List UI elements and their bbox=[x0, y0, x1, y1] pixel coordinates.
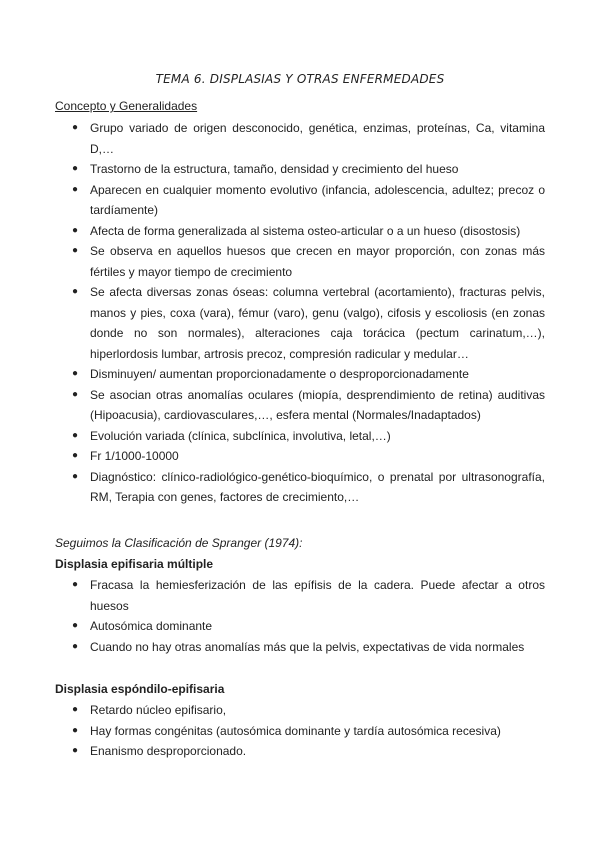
list-item: ● Fr 1/1000-10000 bbox=[55, 446, 545, 467]
bullet-icon: ● bbox=[72, 620, 79, 631]
list-item: ● Evolución variada (clínica, subclínica, involutiva, letal,…) bbox=[55, 426, 545, 447]
bullet-icon: ● bbox=[72, 183, 79, 195]
list-item: ● Diagnóstico: clínico-radiológico-genético-bioquímico, o prenatal por ultrasonografía, RM, Terapia con genes, factores de crecimiento,… bbox=[55, 467, 545, 508]
bullet-icon: ● bbox=[72, 245, 79, 256]
bullet-icon: ● bbox=[72, 745, 79, 756]
list-item: ● Autosómica dominante bbox=[55, 616, 545, 637]
list-item: ● Cuando no hay otras anomalías más que la pelvis, expectativas de vida normales bbox=[55, 637, 545, 658]
bullet-icon: ● bbox=[72, 724, 79, 736]
list-item: ● Afecta de forma generalizada al sistema osteo-articular o a un hueso (disostosis) bbox=[55, 221, 545, 242]
bullet-icon: ● bbox=[72, 470, 79, 482]
page-title: TEMA 6. DISPLASIAS Y OTRAS ENFERMEDADES bbox=[155, 72, 445, 86]
bullet-icon: ● bbox=[72, 450, 79, 461]
list-item: ● Retardo núcleo epifisario, bbox=[55, 700, 545, 721]
bullet-icon: ● bbox=[72, 286, 79, 297]
concepto-list bbox=[55, 118, 545, 508]
section-heading-concepto: Concepto y Generalidades bbox=[55, 99, 198, 113]
list-item: ● Grupo variado de origen desconocido, genética, enzimas, proteínas, Ca, vitamina D,… bbox=[55, 118, 545, 159]
list-item: ● Hay formas congénitas (autosómica dominante y tardía autosómica recesiva) bbox=[55, 721, 545, 742]
bullet-icon: ● bbox=[72, 122, 79, 133]
list-item: ● Se afecta diversas zonas óseas: columna vertebral (acortamiento), fracturas pelvis, manos y pies, coxa (vara), fémur (varo), genu (valgo), cifosis y escoliosis (en zonas donde no son normales), alteraciones caja torácica (pectum carinatum,…), hiperlordosis lumbar, artrosis precoz, compresión radicular y medular… bbox=[55, 282, 545, 364]
bullet-icon: ● bbox=[72, 388, 79, 400]
list-item: ● Trastorno de la estructura, tamaño, densidad y crecimiento del hueso bbox=[55, 159, 545, 180]
epifisaria-list bbox=[55, 575, 545, 657]
bullet-icon: ● bbox=[72, 368, 79, 379]
bullet-icon: ● bbox=[72, 429, 79, 441]
bullet-icon: ● bbox=[72, 224, 79, 236]
section-heading-espondilo: Displasia espóndilo-epifisaria bbox=[55, 682, 225, 696]
list-item: ● Enanismo desproporcionado. bbox=[55, 741, 545, 762]
list-item: ● Se asocian otras anomalías oculares (miopía, desprendimiento de retina) auditivas (Hipoacusia), cardiovasculares,…, esfera mental (Normales/Inadaptados) bbox=[55, 385, 545, 426]
bullet-icon: ● bbox=[72, 163, 79, 174]
bullet-icon: ● bbox=[72, 640, 79, 652]
espondilo-list bbox=[55, 700, 545, 762]
bullet-icon: ● bbox=[72, 704, 79, 715]
list-item: ● Aparecen en cualquier momento evolutivo (infancia, adolescencia, adultez; precoz o tardíamente) bbox=[55, 180, 545, 221]
list-item: ● Fracasa la hemiesferización de las epífisis de la cadera. Puede afectar a otros huesos bbox=[55, 575, 545, 616]
list-item: ● Se observa en aquellos huesos que crecen en mayor proporción, con zonas más fértiles y mayor tiempo de crecimiento bbox=[55, 241, 545, 282]
bullet-icon: ● bbox=[72, 579, 79, 590]
classification-note: Seguimos la Clasificación de Spranger (1974): bbox=[55, 536, 303, 550]
section-heading-epifisaria: Displasia epifisaria múltiple bbox=[55, 557, 214, 571]
list-item: ● Disminuyen/ aumentan proporcionadamente o desproporcionadamente bbox=[55, 364, 545, 385]
